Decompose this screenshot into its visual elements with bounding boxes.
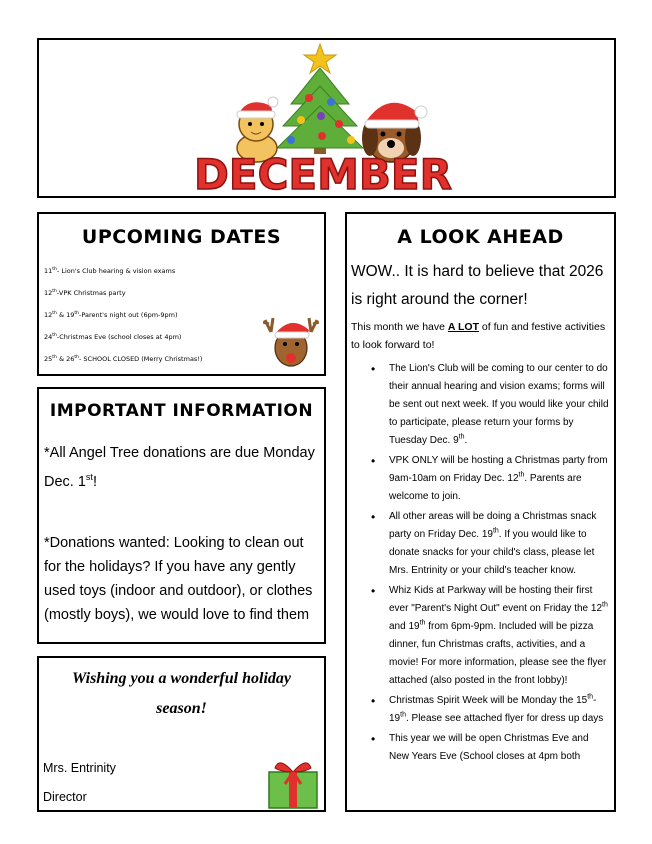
gift-icon (265, 754, 321, 810)
date-item: 25th & 26th- SCHOOL CLOSED (Merry Christmas!) (44, 355, 203, 364)
holiday-wish-panel (37, 656, 326, 812)
look-ahead-list (371, 360, 611, 768)
header-banner (37, 38, 616, 198)
date-item: 12th-VPK Christmas party (44, 289, 126, 298)
upcoming-dates-list (44, 264, 264, 374)
date-item: 11th- Lion's Club hearing & vision exams (44, 267, 176, 276)
christmas-tree-icon (277, 44, 363, 154)
december-title: DECEMBER (194, 150, 452, 196)
look-ahead-item: • All other areas will be doing a Christmas snack party on Friday Dec. 19th. If you would like to donate snacks for your child's class, please let Mrs. Entrinity or your child's teacher know. (371, 508, 611, 580)
look-ahead-item: • Christmas Spirit Week will be Monday the 15th-19th. Please see attached flyer for dress up days (371, 692, 611, 728)
look-ahead-item: • This year we will be open Christmas Eve and New Years Eve (School closes at 4pm both (371, 730, 611, 766)
holiday-wish-text: Wishing you a wonderful holiday season! (71, 670, 291, 717)
look-ahead-item: • VPK ONLY will be hosting a Christmas party from 9am-10am on Friday Dec. 12th. Parents are welcome to join. (371, 452, 611, 506)
important-info-title: IMPORTANT INFORMATION (49, 401, 314, 421)
upcoming-dates-title: UPCOMING DATES (81, 226, 282, 248)
reindeer-icon (263, 310, 319, 372)
december-illustration (39, 40, 614, 196)
look-ahead-panel (345, 212, 616, 812)
angel-tree-note: *All Angel Tree donations are due Monday Dec. 1st! (44, 445, 315, 490)
look-ahead-subintro: This month we have A LOT of fun and festive activities to look forward to! (351, 321, 606, 351)
look-ahead-item: • Whiz Kids at Parkway will be hosting their first ever "Parent's Night Out" event on Friday the 12th and 19th from 6pm-9pm. Included will be pizza dinner, fun Christmas crafts, activities, and a movie! For more information, please see the flyer attached (also posted in the front lobby)! (371, 582, 611, 690)
signature-name: Mrs. Entrinity (43, 761, 116, 775)
look-ahead-item: • The Lion's Club will be coming to our center to do their annual hearing and vision exams; forms will be sent out next week. If you would like your child to participate, please return your forms by Tuesday Dec. 9th. (371, 360, 611, 450)
look-ahead-intro: WOW.. It is hard to believe that 2026 is right around the corner! (351, 263, 604, 308)
date-item: 12th & 19th-Parent's night out (6pm-9pm) (44, 311, 178, 320)
donations-note: *Donations wanted: Looking to clean out for the holidays? If you have any gently used toys (indoor and outdoor), or clothes (mostly boys), we would love to find them (44, 535, 313, 623)
date-item: 24th-Christmas Eve (school closes at 4pm) (44, 333, 182, 342)
important-info-panel (37, 387, 326, 644)
upcoming-dates-panel (37, 212, 326, 376)
signature-role: Director (43, 790, 87, 804)
look-ahead-title: A LOOK AHEAD (397, 226, 564, 248)
